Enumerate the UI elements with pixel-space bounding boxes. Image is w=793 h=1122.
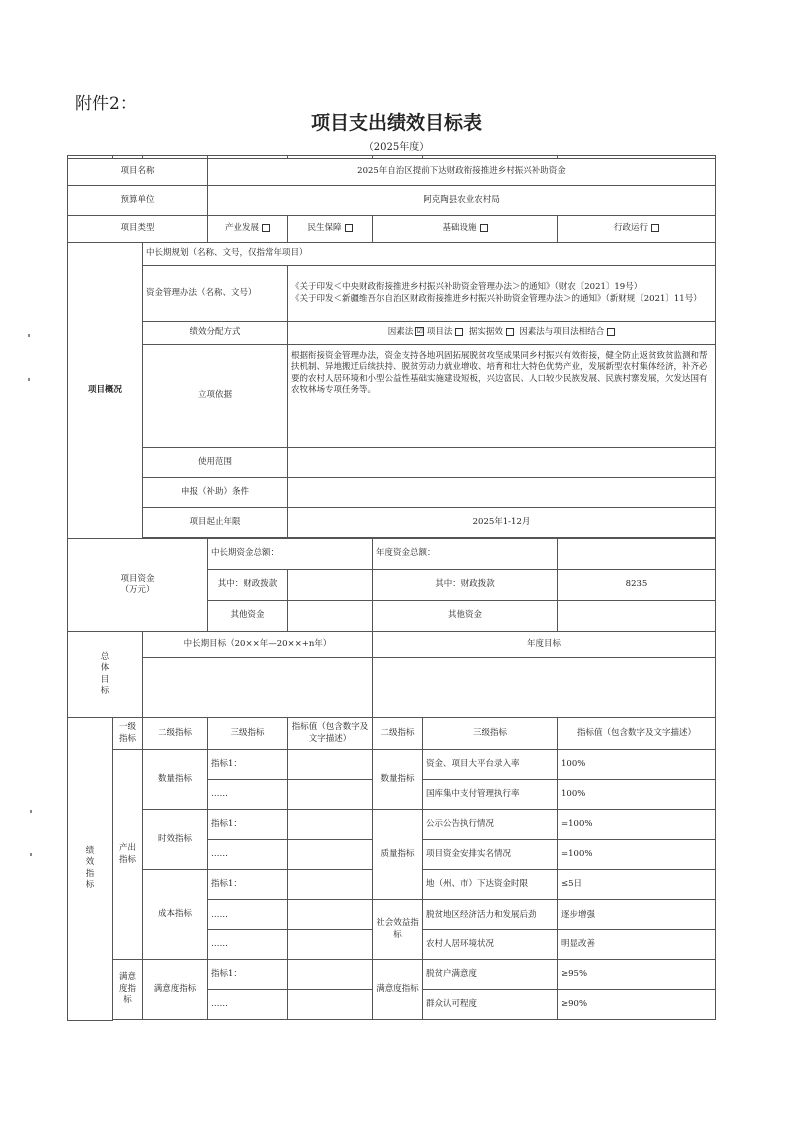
mgmt-value: 《关于印发＜中央财政衔接推进乡村振兴补助资金管理办法＞的通知》（财农〔2021〕19号） 《关于印发＜新疆维吾尔自治区财政衔接推进乡村振兴补助资金管理办法＞的通知》（新财规〔2021〕11号） — [288, 266, 716, 322]
year-indicator-name: 群众认可程度 — [423, 990, 558, 1020]
year-indicator-value: ≥95% — [558, 960, 716, 990]
project-name-value: 2025年自治区提前下达财政衔接推进乡村振兴补助资金 — [208, 159, 716, 186]
indicator-value — [288, 990, 373, 1020]
mid-other-value — [288, 601, 373, 632]
cost-label: 成本指标 — [143, 870, 208, 960]
budget-unit-value: 阿克陶县农业农村局 — [208, 186, 716, 216]
type-option-infrastructure[interactable]: 基础设施 — [373, 216, 558, 243]
mid-goal-label: 中长期目标（20××年—20××+n年） — [143, 632, 373, 658]
year-other-value — [558, 601, 716, 632]
indicator-more: …… — [208, 840, 288, 870]
quality-label-year: 质量指标 — [373, 810, 423, 900]
row-project-name — [68, 159, 716, 186]
indicator-more: …… — [208, 990, 288, 1020]
mid-fiscal-label: 其中：财政拨款 — [208, 570, 288, 601]
indicator-value — [288, 840, 373, 870]
basis-label: 立项依据 — [143, 345, 288, 448]
quantity-label-year: 数量指标 — [373, 750, 423, 810]
checkbox-icon[interactable] — [455, 328, 463, 336]
alloc-label: 绩效分配方式 — [143, 322, 288, 345]
indicator-placeholder: 指标1： — [208, 810, 288, 840]
apply-value — [288, 478, 716, 508]
row-budget-unit — [68, 186, 716, 216]
year-total-label: 年度资金总额： — [373, 539, 558, 570]
scope-value — [288, 448, 716, 478]
mid-fiscal-value — [288, 570, 373, 601]
year-fiscal-label: 其中：财政拨款 — [373, 570, 558, 601]
indicator-value — [288, 780, 373, 810]
satisfaction-label-year: 满意度指标 — [373, 960, 423, 1020]
scan-mark — [30, 853, 32, 856]
scan-mark — [30, 810, 32, 813]
indicator-placeholder: 指标1： — [208, 750, 288, 780]
indicator-value — [288, 900, 373, 960]
year-indicator-name: 项目资金安排实名情况 — [423, 840, 558, 870]
basis-text: 根据衔接资金管理办法，资金支持各地巩固拓展脱贫攻坚成果同乡村振兴有效衔接，健全防止返贫致贫监测和帮扶机制、异地搬迁后续扶持、脱贫劳动力就业增收、培育和壮大特色优势产业，发展新型农村集体经济，补齐必要的农村人居环境和小型公益性基础实施建设短板，兴边富民、人口较少民族发展、民族村寨发展，欠发达国有农牧林场专项任务等。 — [288, 345, 716, 448]
type-option-industry[interactable]: 产业发展 — [208, 216, 288, 243]
year-total-value — [558, 539, 716, 570]
indicator-value — [288, 960, 373, 990]
year-indicator-value: 100% — [558, 750, 716, 780]
mid-other-label: 其他资金 — [208, 601, 288, 632]
social-label-year: 社会效益指标 — [373, 900, 423, 960]
header-level3: 三级指标 — [208, 718, 288, 750]
satisfaction-label: 满意度指标 — [143, 960, 208, 1020]
header-level3-year: 三级指标 — [423, 718, 558, 750]
header-level1: 一级指标 — [113, 718, 143, 750]
indicator-value — [288, 750, 373, 780]
funds-label: 项目资金 （万元） — [68, 539, 208, 632]
indicator-value — [288, 870, 373, 900]
output-label: 产出指标 — [113, 750, 143, 960]
year-indicator-name: 地（州、市）下达资金时限 — [423, 870, 558, 900]
project-type-label: 项目类型 — [68, 216, 208, 243]
document-title: 项目支出绩效目标表 — [310, 112, 482, 134]
mid-plan-label: 中长期规划（名称、文号，仅指常年项目） — [143, 243, 716, 266]
year-indicator-name: 脱贫地区经济活力和发展后劲 农村人居环境状况 — [423, 900, 558, 960]
year-indicator-value: ≤5日 — [558, 870, 716, 900]
year-indicator-value: 100% — [558, 780, 716, 810]
quantity-label: 数量指标 — [143, 750, 208, 810]
header-level2: 二级指标 — [143, 718, 208, 750]
checkbox-icon[interactable] — [262, 224, 270, 232]
indicator-more: …… …… — [208, 900, 288, 960]
indicators-label: 绩 效 指 标 — [68, 718, 113, 1021]
indicator-placeholder: 指标1： — [208, 870, 288, 900]
checkbox-icon[interactable] — [506, 328, 514, 336]
scan-mark — [28, 334, 30, 337]
checkbox-icon[interactable] — [651, 224, 659, 232]
year-indicator-name: 国库集中支付管理执行率 — [423, 780, 558, 810]
type-option-livelihood[interactable]: 民生保障 — [288, 216, 373, 243]
indicator-placeholder: 指标1： — [208, 960, 288, 990]
checkbox-icon[interactable] — [607, 328, 615, 336]
satisfaction-level1-label: 满意度指标 — [113, 960, 143, 1020]
scope-label: 使用范围 — [143, 448, 288, 478]
budget-unit-label: 预算单位 — [68, 186, 208, 216]
year-indicator-value: ≥90% — [558, 990, 716, 1020]
year-indicator-value: 逐步增强 明显改善 — [558, 900, 716, 960]
project-name-label: 项目名称 — [68, 159, 208, 186]
checkbox-icon[interactable] — [345, 224, 353, 232]
attachment-label: 附件2： — [75, 94, 137, 114]
year-indicator-name: 公示公告执行情况 — [423, 810, 558, 840]
period-value: 2025年1-12月 — [288, 508, 716, 538]
mid-goal-value — [143, 658, 373, 718]
period-label: 项目起止年限 — [143, 508, 288, 538]
year-goal-value — [373, 658, 716, 718]
row-project-type — [68, 216, 716, 243]
goals-label: 总 体 目 标 — [68, 632, 143, 718]
overview-section-label: 项目概况 — [68, 243, 143, 539]
header-value-mid: 指标值（包含数字及文字描述） — [288, 718, 373, 750]
year-fiscal-value: 8235 — [558, 570, 716, 601]
scan-mark — [28, 378, 30, 381]
year-indicator-name: 脱贫户满意度 — [423, 960, 558, 990]
type-option-admin[interactable]: 行政运行 — [558, 216, 716, 243]
header-level2-year: 二级指标 — [373, 718, 423, 750]
indicator-more: …… — [208, 780, 288, 810]
year-indicator-value: =100% — [558, 810, 716, 840]
year-label: （2025年度） — [363, 142, 430, 153]
year-indicator-value: =100% — [558, 840, 716, 870]
year-other-label: 其他资金 — [373, 601, 558, 632]
checked-box-icon[interactable]: ☑ — [416, 327, 423, 336]
checkbox-icon[interactable] — [480, 224, 488, 232]
timeliness-label: 时效指标 — [143, 810, 208, 870]
mgmt-label: 资金管理办法（名称、文号） — [143, 266, 288, 322]
year-goal-label: 年度目标 — [373, 632, 716, 658]
header-value-year: 指标值（包含数字及文字描述） — [558, 718, 716, 750]
performance-target-table — [67, 155, 716, 1021]
indicator-value — [288, 810, 373, 840]
mid-total-label: 中长期资金总额： — [208, 539, 373, 570]
year-indicator-name: 资金、项目大平台录入率 — [423, 750, 558, 780]
alloc-options: 因素法 ☑ 项目法 据实据效 因素法与项目法相结合 — [288, 322, 716, 345]
apply-label: 申报（补助）条件 — [143, 478, 288, 508]
